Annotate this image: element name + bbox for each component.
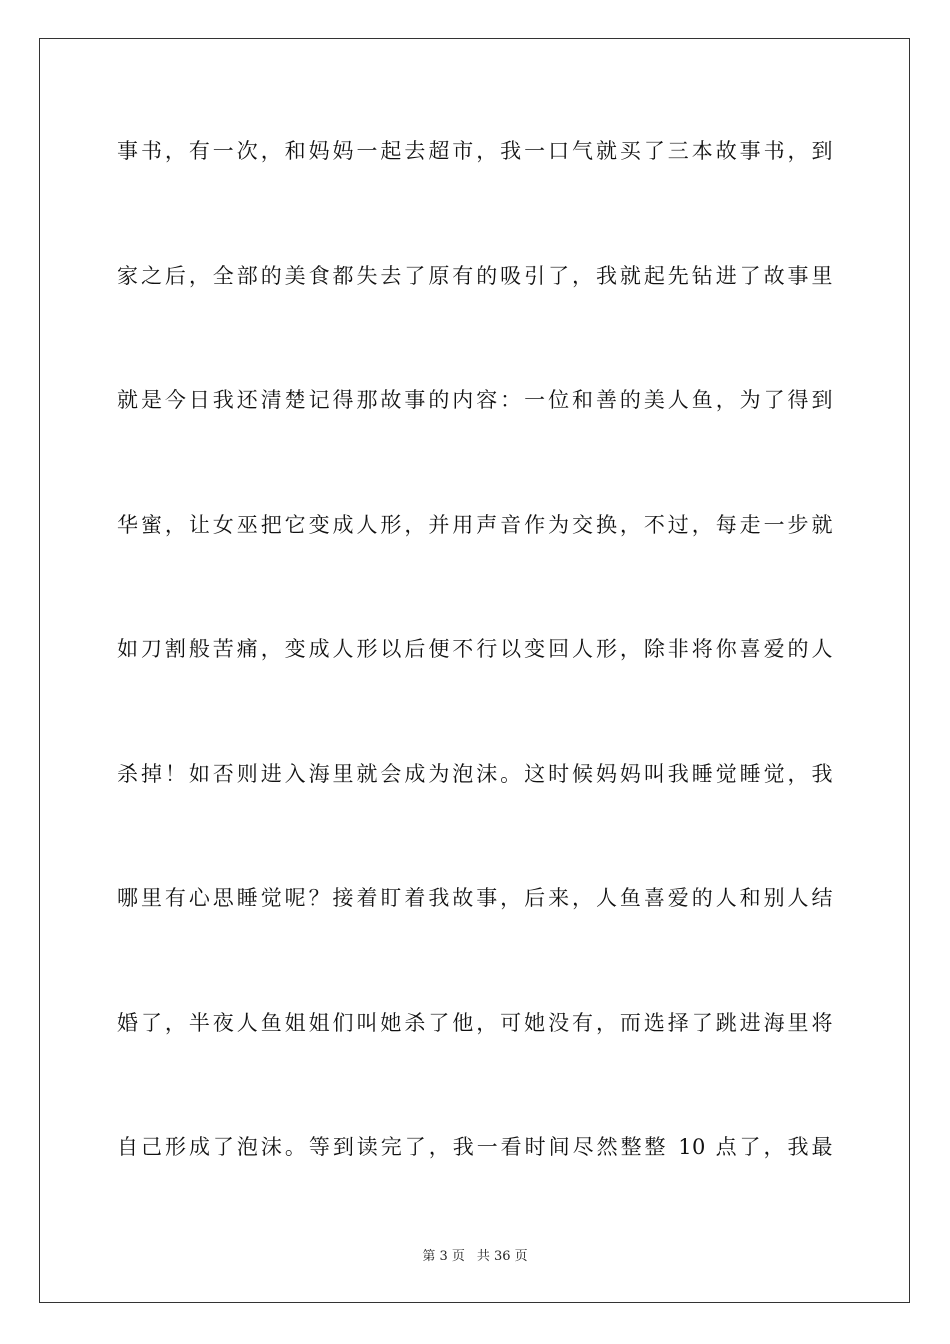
- text-line: 华蜜，让女巫把它变成人形，并用声音作为交换，不过，每走一步就: [117, 512, 833, 537]
- text-line: 如刀割般苦痛，变成人形以后便不行以变回人形，除非将你喜爱的人: [117, 637, 833, 661]
- text-line: 家之后，全部的美食都失去了原有的吸引了，我就起先钻进了故事里: [117, 263, 833, 288]
- page-number: 第 3 页: [422, 1249, 465, 1264]
- page-footer: [0, 1245, 950, 1264]
- document-body: [117, 124, 833, 1245]
- page-total: 共 36 页: [476, 1249, 528, 1264]
- text-line: 自己形成了泡沫。等到读完了，我一看时间尽然整整 10 点了，我最: [117, 1135, 833, 1159]
- text-line: 哪里有心思睡觉呢？接着盯着我故事，后来，人鱼喜爱的人和别人结: [117, 886, 833, 910]
- text-line: 事书，有一次，和妈妈一起去超市，我一口气就买了三本故事书，到: [117, 139, 833, 163]
- text-line: 杀掉！如否则进入海里就会成为泡沫。这时候妈妈叫我睡觉睡觉，我: [117, 761, 833, 786]
- text-line: 婚了，半夜人鱼姐姐们叫她杀了他，可她没有，而选择了跳进海里将: [117, 1010, 833, 1035]
- text-line: 就是今日我还清楚记得那故事的内容：一位和善的美人鱼，为了得到: [117, 388, 833, 412]
